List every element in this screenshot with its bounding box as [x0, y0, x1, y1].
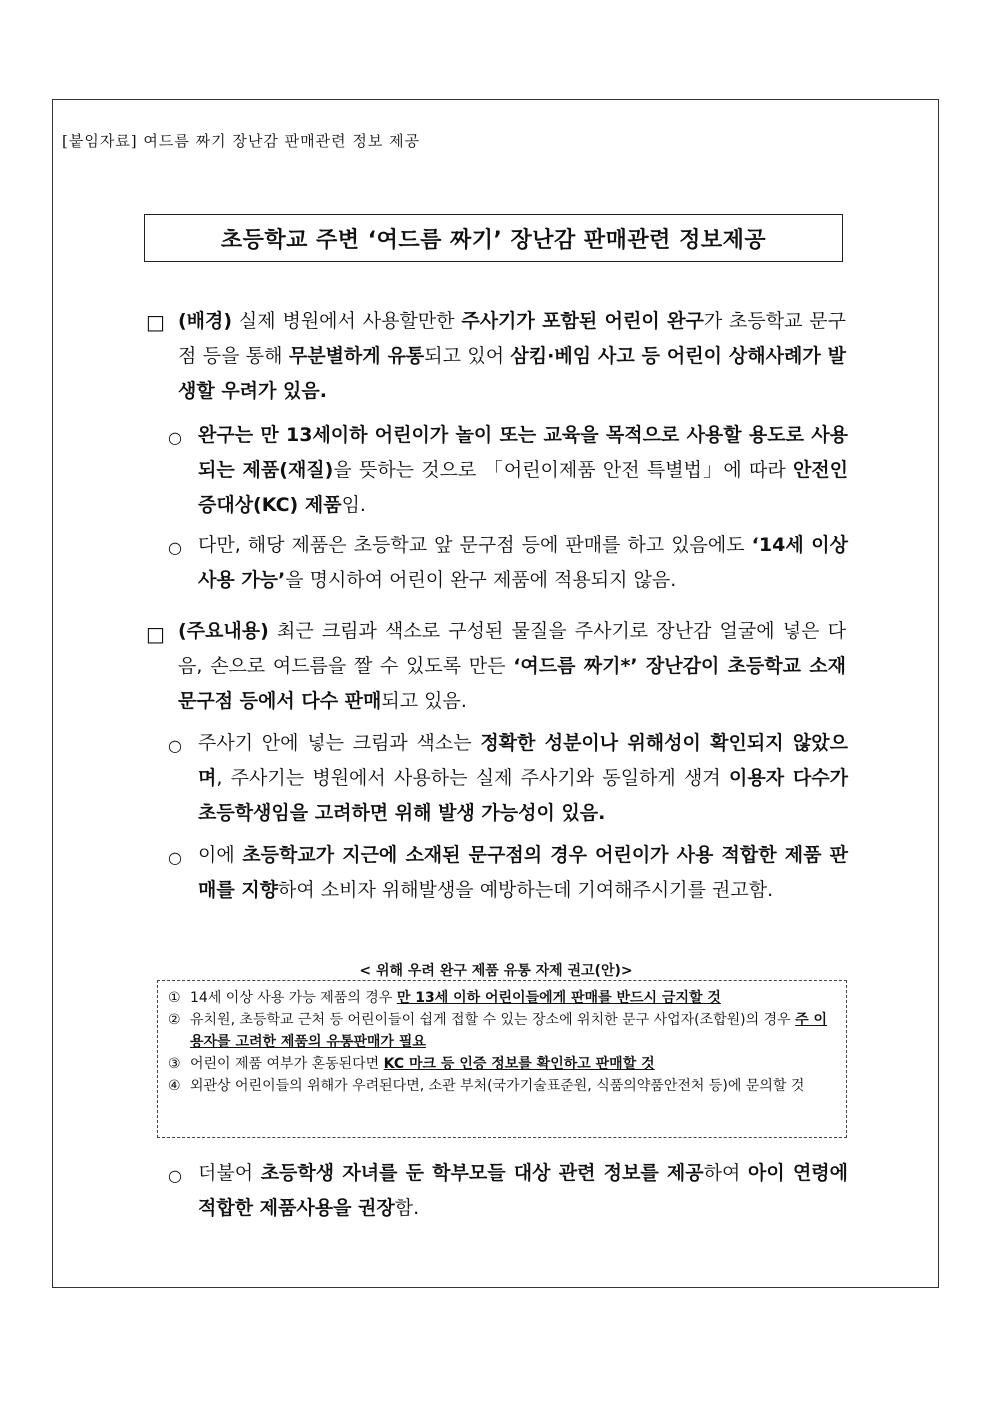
emphasis: 무분별하게 유통	[288, 345, 425, 367]
closing-paragraph	[198, 1156, 848, 1226]
text: 실제 병원에서 사용할만한	[232, 310, 462, 332]
item-number: ③	[168, 1056, 181, 1072]
text: 가 초등학교 문구점 등을 통해	[178, 310, 847, 367]
emphasis: 정확한 성분이나 위해성이 확인되지 않았으며	[198, 732, 848, 789]
emphasis: 초등학생 자녀를 둔 학부모들 대상 관련 정보를 제공	[260, 1162, 704, 1184]
emphasis: 초등학교가 지근에 소재된 문구점의 경우 어린이가 사용 적합한 제품 판매를 지향	[198, 844, 848, 901]
circle-bullet: ○	[168, 1166, 182, 1185]
background-paragraph	[178, 304, 846, 409]
text: , 주사기는 병원에서 사용하는 실제 주사기와 동일하게 생겨	[216, 767, 730, 789]
square-bullet: □	[146, 622, 165, 646]
text: 최근 크림과 색소로 구성된 물질을 주사기로 장난감 얼굴에 넣은 다음, 손으로 여드름을 짤 수 있도록 만든	[178, 620, 846, 677]
text: 하여 소비자 위해발생을 예방하는데 기여해주시기를 권고함.	[278, 879, 774, 901]
text: 이에	[198, 844, 243, 866]
background-sub-1	[198, 418, 848, 523]
emphasis: ‘14세 이상 사용 가능’	[198, 534, 848, 591]
emphasis: 만 13세 이하 어린이들에게 판매를 반드시 금지할 것	[396, 990, 721, 1006]
background-sub-2	[198, 528, 848, 598]
square-bullet: □	[146, 310, 165, 334]
text: 함.	[394, 1197, 420, 1219]
text: 외관상 어린이들의 위해가 우려된다면, 소관 부처(국가기술표준원, 식품의약품안전처 등)에 문의할 것	[190, 1078, 805, 1094]
document-title: 초등학교 주변 ‘여드름 짜기’ 장난감 판매관련 정보제공	[144, 214, 843, 262]
text: 더불어	[198, 1162, 261, 1184]
circle-bullet: ○	[168, 538, 182, 557]
emphasis: KC 마크 등 인증 정보를 확인하고 판매할 것	[383, 1056, 655, 1072]
emphasis: 주 이용자를 고려한 제품의 유통판매가 필요	[190, 1012, 828, 1050]
emphasis: 주사기가 포함된 어린이 완구	[461, 310, 704, 332]
text: 되고 있음.	[381, 690, 467, 712]
text: 어린이 제품 여부가 혼동된다면	[190, 1056, 384, 1072]
circle-bullet: ○	[168, 848, 182, 867]
emphasis: 완구는 만 13세이하 어린이가 놀이 또는 교육을 목적으로 사용할 용도로 사용되는 제품(재질)	[198, 424, 848, 481]
recommend-title: < 위해 우려 완구 제품 유통 자제 권고(안)>	[359, 963, 633, 979]
main-paragraph	[178, 614, 846, 719]
text: 14세 이상 사용 가능 제품의 경우	[190, 990, 397, 1006]
emphasis: 이용자 다수가 초등학생임을 고려하면 위해 발생 가능성이 있음.	[198, 767, 848, 824]
main-sub-1	[198, 726, 848, 831]
text: 하여	[703, 1162, 749, 1184]
emphasis: 아이 연령에 적합한 제품사용을 권장	[198, 1162, 849, 1219]
item-number: ④	[168, 1078, 181, 1094]
text: 을 뜻하는 것으로 「어린이제품 안전 특별법」에 따라	[333, 459, 793, 481]
emphasis: 삼킴·베임 사고 등 어린이 상해사례가 발생할 우려가 있음.	[178, 345, 846, 402]
text: 주사기 안에 넣는 크림과 색소는	[198, 732, 481, 754]
text: 을 명시하여 어린이 완구 제품에 적용되지 않음.	[285, 569, 677, 591]
list-item	[168, 987, 836, 1009]
list-item	[168, 1075, 836, 1097]
text: 다만, 해당 제품은 초등학교 앞 문구점 등에 판매를 하고 있음에도	[198, 534, 752, 556]
main-sub-2	[198, 838, 848, 908]
item-number: ②	[168, 1012, 181, 1028]
circle-bullet: ○	[168, 736, 182, 755]
recommend-box	[157, 980, 847, 1138]
main-head: (주요내용)	[178, 620, 269, 642]
list-item	[168, 1053, 836, 1075]
list-item	[168, 1009, 836, 1053]
circle-bullet: ○	[168, 428, 182, 447]
text: 되고 있어	[424, 345, 511, 367]
text: 유치원, 초등학교 근처 등 어린이들이 쉽게 접할 수 있는 장소에 위치한 문구 사업자(조합원)의 경우	[190, 1012, 796, 1028]
emphasis: 안전인증대상(KC) 제품	[198, 459, 849, 516]
item-number: ①	[168, 990, 181, 1006]
attachment-label: [붙임자료] 여드름 짜기 장난감 판매관련 정보 제공	[62, 132, 421, 150]
emphasis: ‘여드름 짜기*’ 장난감이 초등학교 소재 문구점 등에서 다수 판매	[178, 655, 846, 712]
text: 임.	[341, 494, 366, 516]
background-head: (배경)	[178, 310, 233, 332]
